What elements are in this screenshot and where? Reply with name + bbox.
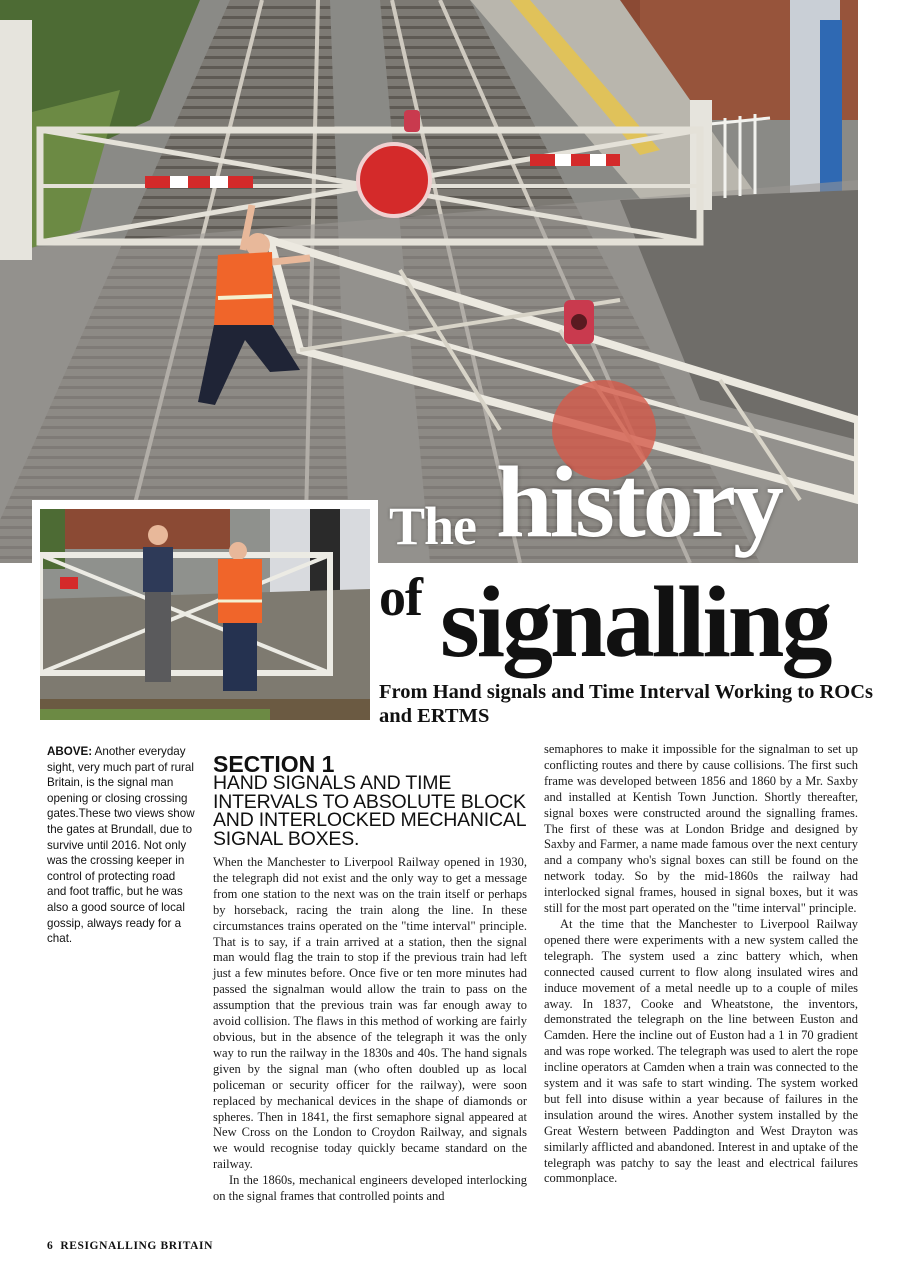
headline-history: history [496,446,781,559]
caption-lead: ABOVE: [47,745,93,758]
inset-photo-crossing-keepers [40,509,370,720]
paragraph: At the time that the Manchester to Liverpool Railway opened there were experiments with a new system called the telegraph. The system used a zinc battery which, when connected caused current to flow along insulated wires and induce movement of a metal needle up to a couple of miles away. In 1837, Cooke and Wheatstone, the inventors, demonstrated the telegraph on the line between Euston and Camden. Here the incline out of Euston had a 1 in 70 gradient and was rope worked. The telegraph was used to alert the rope incline operators at Camden when a train was connected to the system and it was safe to start winding. The system worked but fell into disuse within a year because of failures in the insulation around the wires. Another system installed by the Great Western between Paddington and West Drayton was similarly afflicted and abandoned. Interest in and uptake of the telegraph was patchy to say the least and electrical failures commonplace. [544,916,858,1186]
paragraph: When the Manchester to Liverpool Railway opened in 1930, the telegraph did not exist and the only way to get a message from one station to the next was on the train itself or perhaps by horseback, racing the train along the line. In these circumstances trains operated on the "time interval" principle. That is to say, if a train arrived at a station, then the signal man would flag the train to stop if the previous train had left just a few minutes before. Once five or ten more minutes had passed the signalman would allow the train to pass on the assumption that the previous train was far enough away to avoid collision. The flaws in this method of working are fairly obvious, but in the absence of the telegraph it was the only way to run the railway in the 1830s and 40s. The hand signals given by the signal man (who often doubled up as local policeman or security officer for the railway), were soon replaced by mechanical devices in the shape of diamonds or spheres. Then in 1841, the first semaphore signal appeared at New Cross on the London to Croydon Railway, and signals we would recognise today quickly became standard on the railway. [213,855,527,1172]
headline-the: The [389,496,477,556]
headline-signalling: signalling [440,566,830,679]
photo-caption [47,744,195,947]
inset-photo-frame [32,500,378,730]
body-column-1 [213,855,527,1205]
paragraph: semaphores to make it impossible for the signalman to set up conflicting routes and there by cause collisions. The first such frame was developed between 1856 and 1860 by a Mr. Saxby and installed at Kentish Town Junction. Shortly thereafter, signal boxes were constructed around the signalling frames. The first of these was at London Bridge and designed by Saxby and Farmer, a name made famous over the next century and a company who's signal boxes can still be found on the network today. So by the mid-1860s the railway had interlocked signal frames, housed in signal boxes, but it was still for the most part operated on the "time interval" principle. [544,742,858,916]
gate-post-left [0,20,32,260]
paragraph: In the 1860s, mechanical engineers developed interlocking on the signal frames that controlled points and [213,1173,527,1204]
body-column-2 [544,742,858,1187]
section-number: SECTION 1 [213,751,335,777]
page-number: 6 [47,1240,54,1252]
page-footer [47,1240,213,1252]
headline-of: of [379,567,422,627]
section-title: HAND SIGNALS AND TIME INTERVALS TO ABSOLUTE BLOCK AND INTERLOCKED MECHANICAL SIGNAL BOXES. [213,772,526,850]
publication-name: RESIGNALLING BRITAIN [60,1240,214,1252]
caption-text: Another everyday sight, very much part of rural Britain, is the signal man opening or closing crossing gates.These two views show the gates at Brundall, due to survive until 2016. Not only was the crossing keeper in control of protecting road and foot traffic, but he was also a good source of local gossip, always ready for a chat. [47,745,195,946]
standfirst: From Hand signals and Time Interval Working to ROCs and ERTMS [379,681,873,727]
